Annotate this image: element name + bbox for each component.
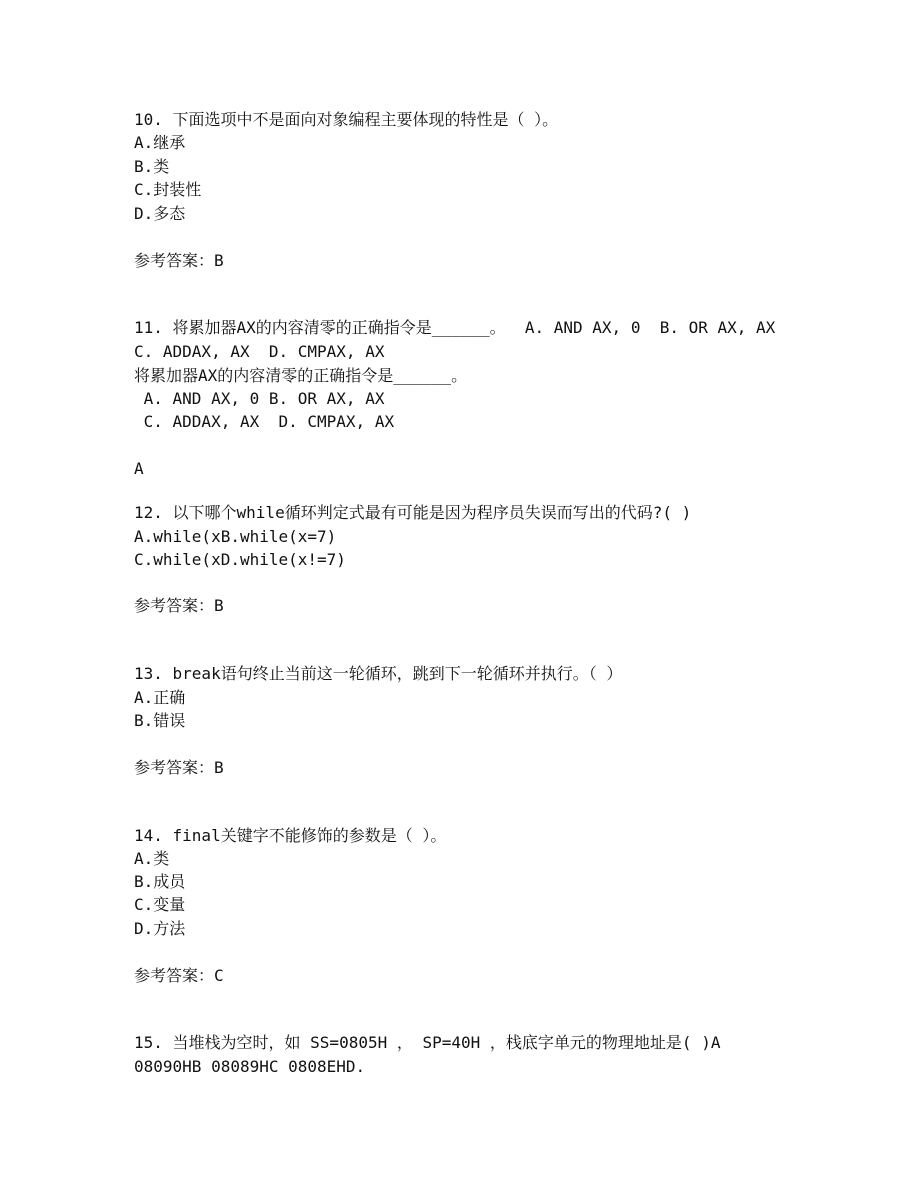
question-10-option-b: B.类 [134,157,170,176]
question-11-repeat-stem: 将累加器AX的内容清零的正确指令是______。 [134,366,468,385]
question-14-option-d: D.方法 [134,919,186,938]
question-12-stem: 12. 以下哪个while循环判定式最有可能是因为程序员失误而写出的代码?( ) [134,503,692,522]
question-13-answer: 参考答案：B [134,758,224,777]
question-12-options-line-2: C.while(xD.while(x!=7) [134,550,346,569]
question-15-stem: 15. 当堆栈为空时，如 SS=0805H ， SP=40H ，栈底字单元的物理地址是( )A [134,1033,721,1052]
question-12-answer: 参考答案：B [134,596,224,615]
question-11-options-line-1: A. AND AX, 0 B. OR AX, AX [134,389,385,408]
question-10-answer: 参考答案：B [134,251,224,270]
question-14-answer: 参考答案：C [134,966,224,985]
question-11-stem-continued: C. ADDAX, AX D. CMPAX, AX [134,342,385,361]
question-14-option-a: A.类 [134,849,170,868]
question-13-option-a: A.正确 [134,688,186,707]
question-10-option-d: D.多态 [134,204,186,223]
question-10-option-c: C.封装性 [134,180,202,199]
question-10-option-a: A.继承 [134,133,186,152]
question-11-options-line-2: C. ADDAX, AX D. CMPAX, AX [134,412,395,431]
question-15-stem-continued: 08090HB 08089HC 0808EHD. [134,1057,366,1076]
question-13-stem: 13. break语句终止当前这一轮循环，跳到下一轮循环并执行。（ ） [134,664,623,683]
question-14-option-c: C.变量 [134,895,186,914]
question-10-stem: 10. 下面选项中不是面向对象编程主要体现的特性是（ ）。 [134,110,559,129]
question-12-options-line-1: A.while(xB.while(x=7) [134,527,337,546]
question-14-stem: 14. final关键字不能修饰的参数是（ ）。 [134,826,447,845]
question-11-answer: A [134,459,144,478]
question-13-option-b: B.错误 [134,711,186,730]
question-11-stem: 11. 将累加器AX的内容清零的正确指令是______。 A. AND AX, 0 B. OR AX, AX [134,318,776,337]
question-14-option-b: B.成员 [134,872,186,891]
